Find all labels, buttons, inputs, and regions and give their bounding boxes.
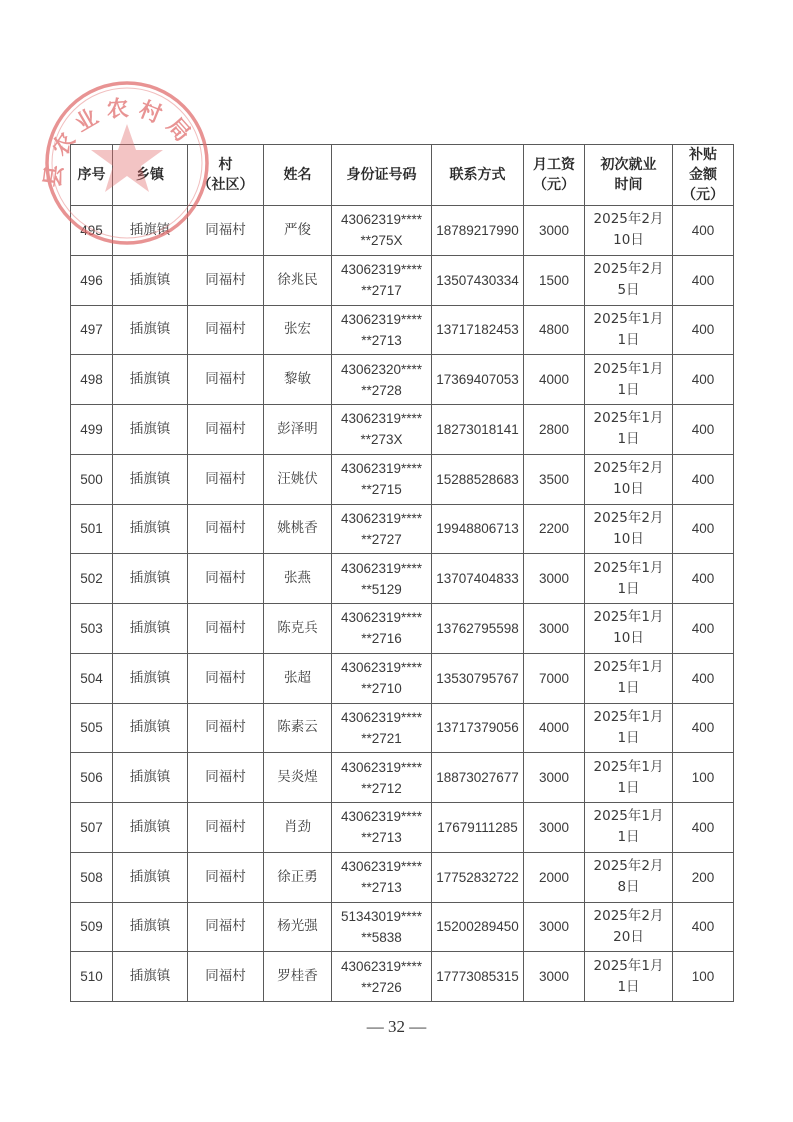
cell-wage: 2800 (524, 405, 585, 455)
cell-seq: 502 (71, 554, 113, 604)
table-body (71, 206, 734, 1002)
cell-subsidy: 400 (673, 454, 734, 504)
cell-seq: 495 (71, 206, 113, 256)
cell-name: 黎敏 (264, 355, 332, 405)
cell-town: 插旗镇 (113, 554, 188, 604)
cell-phone: 17369407053 (432, 355, 524, 405)
table-header-row (71, 145, 734, 206)
cell-village: 同福村 (188, 952, 264, 1002)
header-name: 姓名 (264, 145, 332, 206)
cell-town: 插旗镇 (113, 902, 188, 952)
cell-name: 汪姚伏 (264, 454, 332, 504)
table-row (71, 504, 734, 554)
cell-first-job-date: 2025年1月 1日 (585, 305, 673, 355)
table-row (71, 703, 734, 753)
cell-town: 插旗镇 (113, 504, 188, 554)
table-row (71, 852, 734, 902)
table-row (71, 454, 734, 504)
cell-name: 杨光强 (264, 902, 332, 952)
cell-town: 插旗镇 (113, 206, 188, 256)
cell-wage: 3000 (524, 753, 585, 803)
cell-village: 同福村 (188, 803, 264, 853)
cell-name: 罗桂香 (264, 952, 332, 1002)
cell-first-job-date: 2025年2月 20日 (585, 902, 673, 952)
header-wage: 月工资 （元） (524, 145, 585, 206)
cell-village: 同福村 (188, 653, 264, 703)
cell-name: 徐兆民 (264, 255, 332, 305)
table-row (71, 604, 734, 654)
table-row (71, 753, 734, 803)
cell-town: 插旗镇 (113, 952, 188, 1002)
cell-town: 插旗镇 (113, 852, 188, 902)
cell-first-job-date: 2025年1月 1日 (585, 405, 673, 455)
cell-id: 43062319**** **2712 (332, 753, 432, 803)
cell-name: 陈克兵 (264, 604, 332, 654)
cell-seq: 505 (71, 703, 113, 753)
cell-phone: 15200289450 (432, 902, 524, 952)
cell-village: 同福村 (188, 454, 264, 504)
cell-subsidy: 400 (673, 653, 734, 703)
cell-seq: 510 (71, 952, 113, 1002)
cell-name: 张燕 (264, 554, 332, 604)
header-id: 身份证号码 (332, 145, 432, 206)
table-row (71, 902, 734, 952)
cell-town: 插旗镇 (113, 753, 188, 803)
cell-phone: 19948806713 (432, 504, 524, 554)
cell-village: 同福村 (188, 206, 264, 256)
cell-phone: 13717379056 (432, 703, 524, 753)
cell-wage: 1500 (524, 255, 585, 305)
cell-seq: 496 (71, 255, 113, 305)
cell-village: 同福村 (188, 405, 264, 455)
cell-town: 插旗镇 (113, 405, 188, 455)
table-row (71, 206, 734, 256)
cell-id: 43062319**** **2716 (332, 604, 432, 654)
cell-wage: 4000 (524, 703, 585, 753)
table-row (71, 653, 734, 703)
cell-subsidy: 400 (673, 305, 734, 355)
cell-seq: 503 (71, 604, 113, 654)
cell-first-job-date: 2025年2月 10日 (585, 504, 673, 554)
cell-subsidy: 400 (673, 902, 734, 952)
cell-subsidy: 400 (673, 206, 734, 256)
cell-town: 插旗镇 (113, 255, 188, 305)
cell-first-job-date: 2025年1月 1日 (585, 703, 673, 753)
cell-wage: 7000 (524, 653, 585, 703)
cell-subsidy: 400 (673, 504, 734, 554)
cell-id: 43062319**** **2727 (332, 504, 432, 554)
cell-first-job-date: 2025年2月 5日 (585, 255, 673, 305)
cell-subsidy: 100 (673, 753, 734, 803)
cell-phone: 17679111285 (432, 803, 524, 853)
cell-town: 插旗镇 (113, 803, 188, 853)
cell-subsidy: 100 (673, 952, 734, 1002)
cell-town: 插旗镇 (113, 703, 188, 753)
cell-subsidy: 400 (673, 405, 734, 455)
cell-id: 43062319**** **2710 (332, 653, 432, 703)
cell-first-job-date: 2025年2月 10日 (585, 206, 673, 256)
cell-phone: 17773085315 (432, 952, 524, 1002)
cell-id: 43062320**** **2728 (332, 355, 432, 405)
page-number: — 32 — (366, 1017, 427, 1036)
cell-town: 插旗镇 (113, 454, 188, 504)
cell-phone: 18873027677 (432, 753, 524, 803)
svg-text:县农业农村局: 县农业农村局 (40, 95, 201, 189)
cell-name: 张宏 (264, 305, 332, 355)
cell-phone: 13717182453 (432, 305, 524, 355)
cell-wage: 3000 (524, 604, 585, 654)
cell-name: 张超 (264, 653, 332, 703)
cell-name: 徐正勇 (264, 852, 332, 902)
cell-village: 同福村 (188, 703, 264, 753)
header-seq: 序号 (71, 145, 113, 206)
cell-subsidy: 400 (673, 554, 734, 604)
cell-id: 43062319**** **2726 (332, 952, 432, 1002)
cell-first-job-date: 2025年1月 1日 (585, 952, 673, 1002)
cell-id: 43062319**** **2713 (332, 305, 432, 355)
cell-id: 43062319**** **2715 (332, 454, 432, 504)
cell-wage: 3000 (524, 554, 585, 604)
cell-subsidy: 400 (673, 604, 734, 654)
cell-wage: 4000 (524, 355, 585, 405)
cell-id: 43062319**** **273X (332, 405, 432, 455)
cell-id: 43062319**** **2713 (332, 803, 432, 853)
cell-id: 43062319**** **2717 (332, 255, 432, 305)
cell-town: 插旗镇 (113, 305, 188, 355)
cell-id: 43062319**** **5129 (332, 554, 432, 604)
cell-village: 同福村 (188, 604, 264, 654)
cell-phone: 17752832722 (432, 852, 524, 902)
cell-subsidy: 400 (673, 803, 734, 853)
table-row (71, 952, 734, 1002)
cell-name: 彭泽明 (264, 405, 332, 455)
cell-phone: 13507430334 (432, 255, 524, 305)
cell-village: 同福村 (188, 852, 264, 902)
cell-seq: 498 (71, 355, 113, 405)
cell-first-job-date: 2025年2月 10日 (585, 454, 673, 504)
cell-seq: 500 (71, 454, 113, 504)
cell-name: 肖劲 (264, 803, 332, 853)
header-village: 村 （社区） (188, 145, 264, 206)
cell-wage: 3000 (524, 952, 585, 1002)
cell-phone: 18273018141 (432, 405, 524, 455)
table-row (71, 255, 734, 305)
cell-wage: 3000 (524, 206, 585, 256)
cell-phone: 15288528683 (432, 454, 524, 504)
cell-town: 插旗镇 (113, 653, 188, 703)
cell-name: 姚桃香 (264, 504, 332, 554)
header-town: 乡镇 (113, 145, 188, 206)
cell-name: 吴炎煌 (264, 753, 332, 803)
cell-wage: 2000 (524, 852, 585, 902)
cell-village: 同福村 (188, 504, 264, 554)
cell-village: 同福村 (188, 305, 264, 355)
cell-first-job-date: 2025年1月 1日 (585, 803, 673, 853)
cell-phone: 13707404833 (432, 554, 524, 604)
cell-wage: 4800 (524, 305, 585, 355)
table-row (71, 405, 734, 455)
cell-seq: 507 (71, 803, 113, 853)
cell-first-job-date: 2025年2月 8日 (585, 852, 673, 902)
cell-first-job-date: 2025年1月 1日 (585, 554, 673, 604)
cell-name: 严俊 (264, 206, 332, 256)
cell-town: 插旗镇 (113, 604, 188, 654)
cell-wage: 3000 (524, 803, 585, 853)
cell-village: 同福村 (188, 255, 264, 305)
cell-village: 同福村 (188, 753, 264, 803)
cell-village: 同福村 (188, 355, 264, 405)
cell-phone: 13530795767 (432, 653, 524, 703)
cell-first-job-date: 2025年1月 1日 (585, 355, 673, 405)
cell-wage: 3000 (524, 902, 585, 952)
cell-subsidy: 200 (673, 852, 734, 902)
cell-id: 43062319**** **275X (332, 206, 432, 256)
cell-id: 43062319**** **2713 (332, 852, 432, 902)
table-row (71, 355, 734, 405)
cell-seq: 508 (71, 852, 113, 902)
header-first-job: 初次就业 时间 (585, 145, 673, 206)
cell-seq: 506 (71, 753, 113, 803)
cell-phone: 13762795598 (432, 604, 524, 654)
cell-first-job-date: 2025年1月 1日 (585, 653, 673, 703)
cell-id: 43062319**** **2721 (332, 703, 432, 753)
cell-wage: 3500 (524, 454, 585, 504)
cell-seq: 509 (71, 902, 113, 952)
cell-seq: 499 (71, 405, 113, 455)
cell-village: 同福村 (188, 554, 264, 604)
cell-first-job-date: 2025年1月 1日 (585, 753, 673, 803)
cell-first-job-date: 2025年1月 10日 (585, 604, 673, 654)
cell-town: 插旗镇 (113, 355, 188, 405)
cell-id: 51343019**** **5838 (332, 902, 432, 952)
cell-name: 陈素云 (264, 703, 332, 753)
header-subsidy: 补贴 金额 （元） (673, 145, 734, 206)
cell-subsidy: 400 (673, 355, 734, 405)
cell-subsidy: 400 (673, 255, 734, 305)
cell-village: 同福村 (188, 902, 264, 952)
cell-seq: 504 (71, 653, 113, 703)
cell-seq: 501 (71, 504, 113, 554)
subsidy-roster-table (70, 144, 734, 1002)
header-phone: 联系方式 (432, 145, 524, 206)
cell-wage: 2200 (524, 504, 585, 554)
table-row (71, 554, 734, 604)
table-row (71, 305, 734, 355)
cell-phone: 18789217990 (432, 206, 524, 256)
cell-seq: 497 (71, 305, 113, 355)
cell-subsidy: 400 (673, 703, 734, 753)
table-row (71, 803, 734, 853)
